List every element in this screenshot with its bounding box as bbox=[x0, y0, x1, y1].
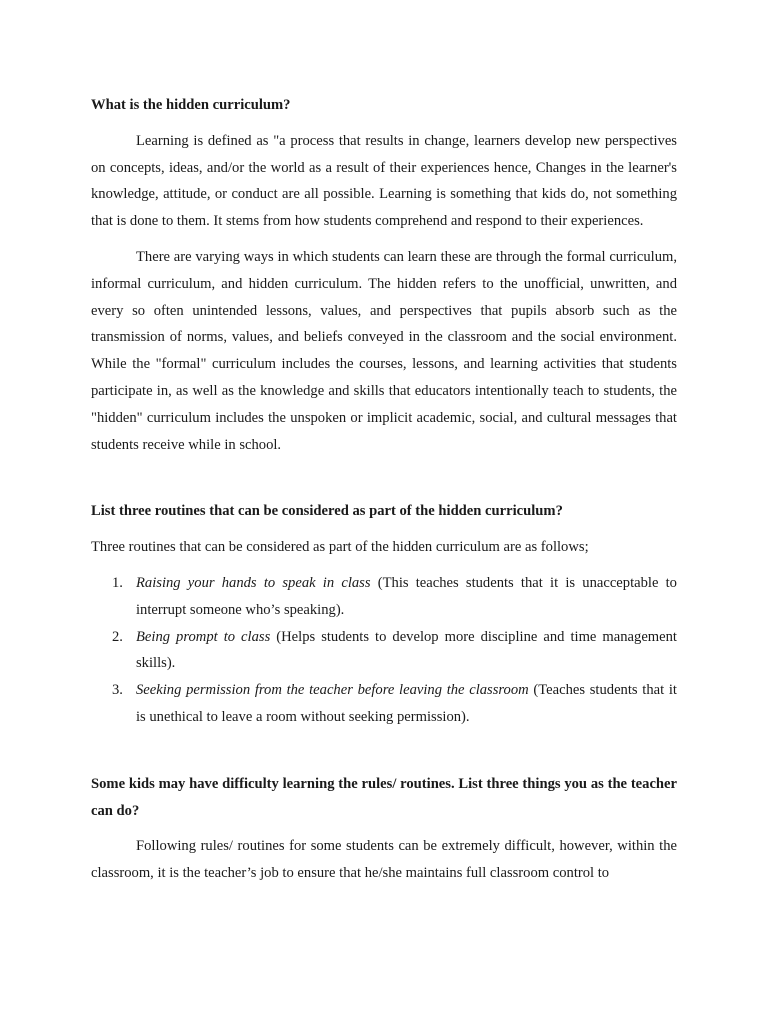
paragraph-teacher-role: Following rules/ routines for some students can be extremely difficult, however, within the classroom, it is the teacher’s job to ensure that he/she maintains full classroom control to bbox=[91, 838, 677, 882]
spacer bbox=[91, 119, 677, 128]
document-page bbox=[91, 92, 677, 887]
list-item-title: Seeking permission from the teacher before leaving the classroom bbox=[136, 682, 529, 699]
list-item-number: 3. bbox=[112, 682, 123, 699]
list-item-number: 1. bbox=[112, 574, 123, 591]
section-spacer bbox=[91, 458, 677, 498]
paragraph-curriculum-types: There are varying ways in which students can learn these are through the formal curriculum, informal curriculum, and hidden curriculum. The hidden refers to the unofficial, unwritten, and every so often unintended lessons, values, and perspectives that pupils absorb such as the transmission of norms, values, and beliefs conveyed in the classroom and the social environment. While the "formal" curriculum includes the courses, lessons, and learning activities that students participate in, as well as the knowledge and skills that educators intentionally teach to students, the "hidden" curriculum includes the unspoken or implicit academic, social, and cultural messages that students receive while in school. bbox=[91, 248, 677, 453]
list-item-detail: (Teaches students that it is unethical to leave a room without seeking permission). bbox=[136, 682, 677, 725]
list-item-detail: (Helps students to develop more discipline and time management skills). bbox=[136, 628, 677, 672]
section-heading-routines: List three routines that can be considered as part of the hidden curriculum? bbox=[91, 503, 563, 520]
paragraph-learning-definition: Learning is defined as "a process that results in change, learners develop new perspectives on concepts, ideas, and/or the world as a result of their experiences hence, Changes in the learner's knowledge, attitude, or conduct are all possible. Learning is something that kids do, not something that is done to them. It stems from how students comprehend and respond to their experiences. bbox=[91, 132, 677, 230]
list-item-number: 2. bbox=[112, 628, 123, 645]
routines-list bbox=[91, 570, 677, 731]
list-item bbox=[91, 677, 677, 731]
list-item-detail: (This teaches students that it is unacceptable to interrupt someone who’s speaking). bbox=[136, 574, 677, 618]
section-spacer bbox=[91, 731, 677, 771]
list-item-title: Raising your hands to speak in class bbox=[136, 574, 371, 591]
list-item-title: Being prompt to class bbox=[136, 628, 271, 645]
routines-intro: Three routines that can be considered as part of the hidden curriculum are as follows; bbox=[91, 539, 589, 556]
spacer bbox=[91, 561, 677, 570]
section-heading-teacher: Some kids may have difficulty learning the rules/ routines. List three things you as the teacher can do? bbox=[91, 775, 677, 819]
spacer bbox=[91, 824, 677, 833]
spacer bbox=[91, 525, 677, 534]
section-heading-hidden-curriculum: What is the hidden curriculum? bbox=[91, 97, 291, 113]
spacer bbox=[91, 235, 677, 244]
list-item bbox=[91, 624, 677, 678]
list-item bbox=[91, 570, 677, 624]
